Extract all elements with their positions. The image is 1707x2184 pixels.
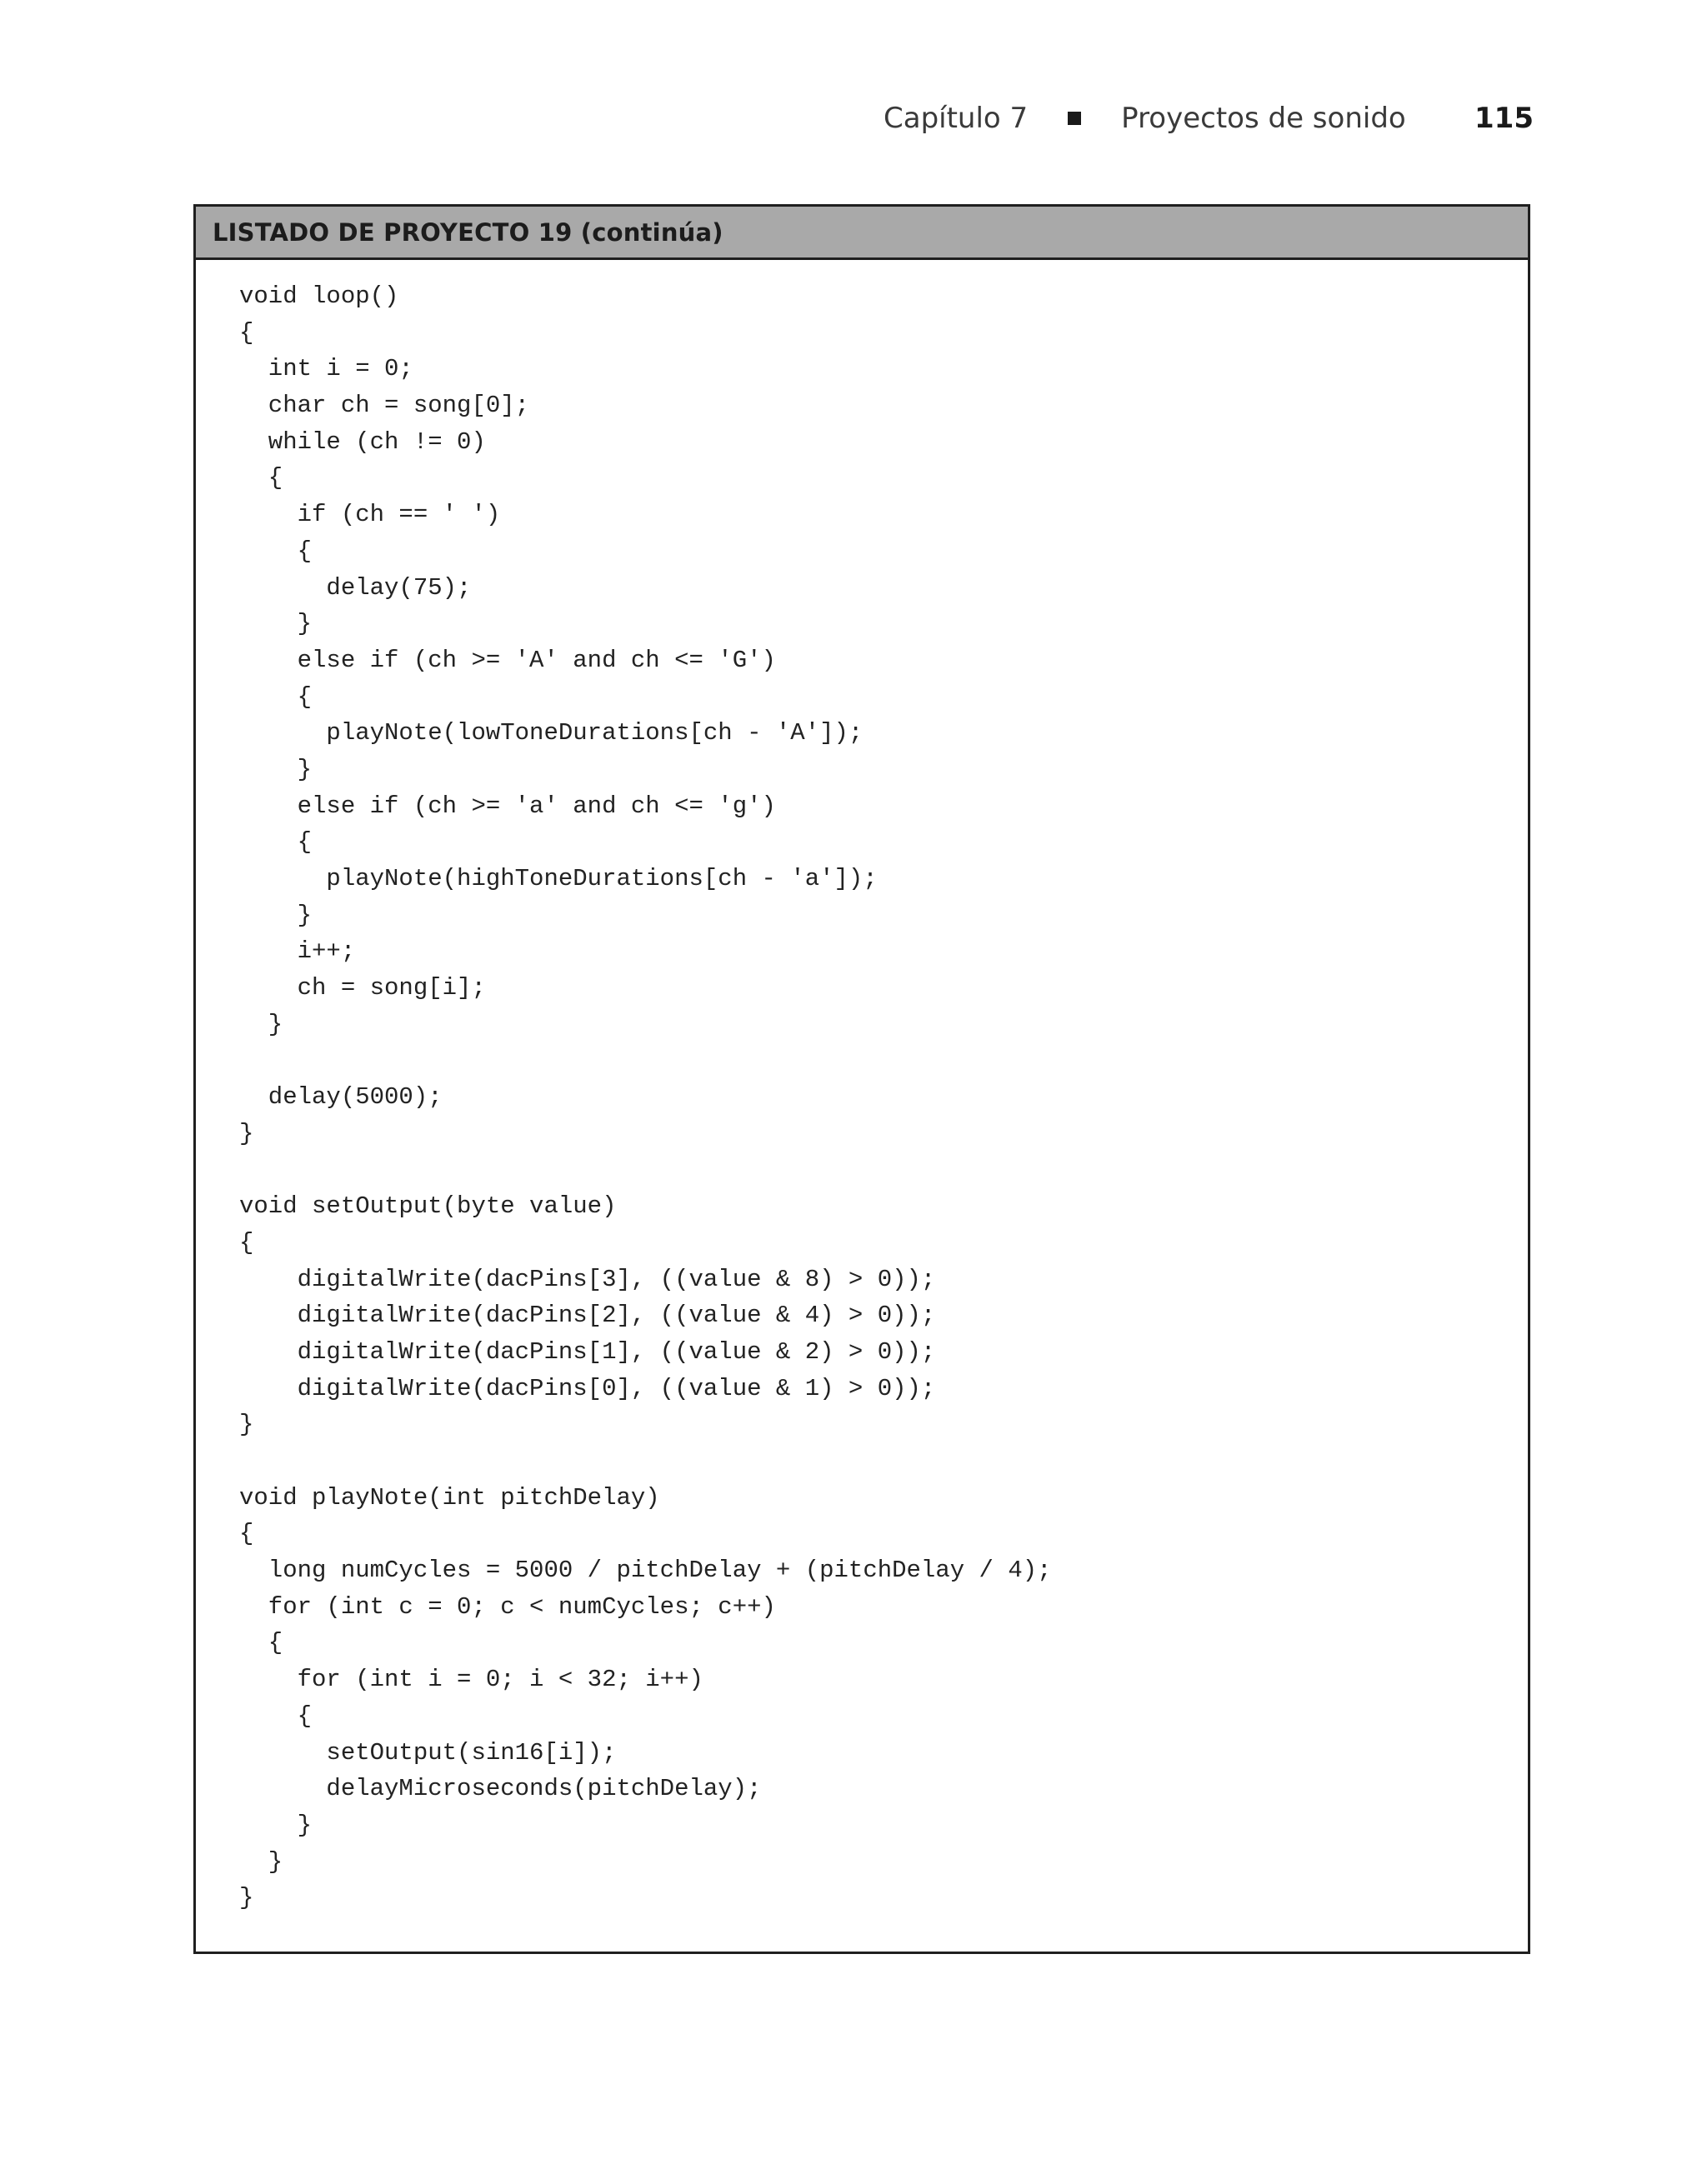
code-line: }	[239, 1811, 313, 1839]
code-line: {	[239, 1702, 313, 1730]
code-line: long numCycles = 5000 / pitchDelay + (pitchDelay / 4);	[239, 1557, 1052, 1585]
code-line: }	[239, 1411, 254, 1439]
code-line: int i = 0;	[239, 355, 413, 383]
code-line: if (ch == ' ')	[239, 501, 501, 529]
running-header	[884, 93, 1534, 143]
code-line: void setOutput(byte value)	[239, 1192, 617, 1221]
code-block	[196, 260, 1528, 1917]
code-line: playNote(highToneDurations[ch - 'a']);	[239, 865, 878, 892]
code-line: setOutput(sin16[i]);	[239, 1738, 617, 1767]
code-line: }	[239, 1884, 254, 1912]
code-line: while (ch != 0)	[239, 427, 486, 456]
chapter-label: Capítulo 7	[884, 102, 1029, 135]
code-line: else if (ch >= 'A' and ch <= 'G')	[239, 646, 776, 674]
code-line: digitalWrite(dacPins[3], ((value & 8) > 0));	[239, 1265, 936, 1293]
listing-header	[196, 207, 1528, 260]
code-line: else if (ch >= 'a' and ch <= 'g')	[239, 792, 776, 820]
code-line: playNote(lowToneDurations[ch - 'A']);	[239, 719, 864, 747]
code-line	[239, 1042, 1528, 1079]
code-line: void playNote(int pitchDelay)	[239, 1483, 660, 1512]
code-line: {	[239, 1228, 254, 1257]
code-line: }	[239, 1119, 254, 1147]
code-line: char ch = song[0];	[239, 392, 530, 420]
code-line: ch = song[i];	[239, 974, 486, 1002]
code-line: digitalWrite(dacPins[1], ((value & 2) > 0));	[239, 1337, 936, 1366]
code-line: i++;	[239, 937, 356, 966]
code-line: digitalWrite(dacPins[2], ((value & 4) > 0));	[239, 1302, 936, 1330]
code-line: }	[239, 901, 313, 929]
code-line: for (int c = 0; c < numCycles; c++)	[239, 1592, 776, 1621]
code-line: {	[239, 1520, 254, 1548]
code-line: {	[239, 682, 313, 711]
code-line: void loop()	[239, 282, 399, 310]
code-line: for (int i = 0; i < 32; i++)	[239, 1666, 703, 1694]
code-line: delay(75);	[239, 573, 472, 602]
code-line: }	[239, 610, 313, 638]
code-line: delay(5000);	[239, 1083, 443, 1112]
code-line	[239, 1152, 1528, 1189]
square-bullet-icon	[1068, 112, 1081, 125]
section-title: Proyectos de sonido	[1121, 102, 1406, 135]
code-line	[239, 1443, 1528, 1480]
code-line: {	[239, 318, 254, 347]
code-line: {	[239, 537, 313, 565]
code-listing-box	[193, 204, 1530, 1954]
code-line: {	[239, 1629, 283, 1657]
code-line: {	[239, 464, 283, 492]
code-line: delayMicroseconds(pitchDelay);	[239, 1775, 762, 1803]
code-line: }	[239, 755, 313, 783]
code-line: digitalWrite(dacPins[0], ((value & 1) > 0));	[239, 1374, 936, 1402]
page-number: 115	[1474, 102, 1534, 135]
code-line: {	[239, 828, 313, 857]
code-line: }	[239, 1847, 283, 1876]
listing-title: LISTADO DE PROYECTO 19 (continúa)	[213, 217, 723, 247]
code-line: }	[239, 1010, 283, 1038]
